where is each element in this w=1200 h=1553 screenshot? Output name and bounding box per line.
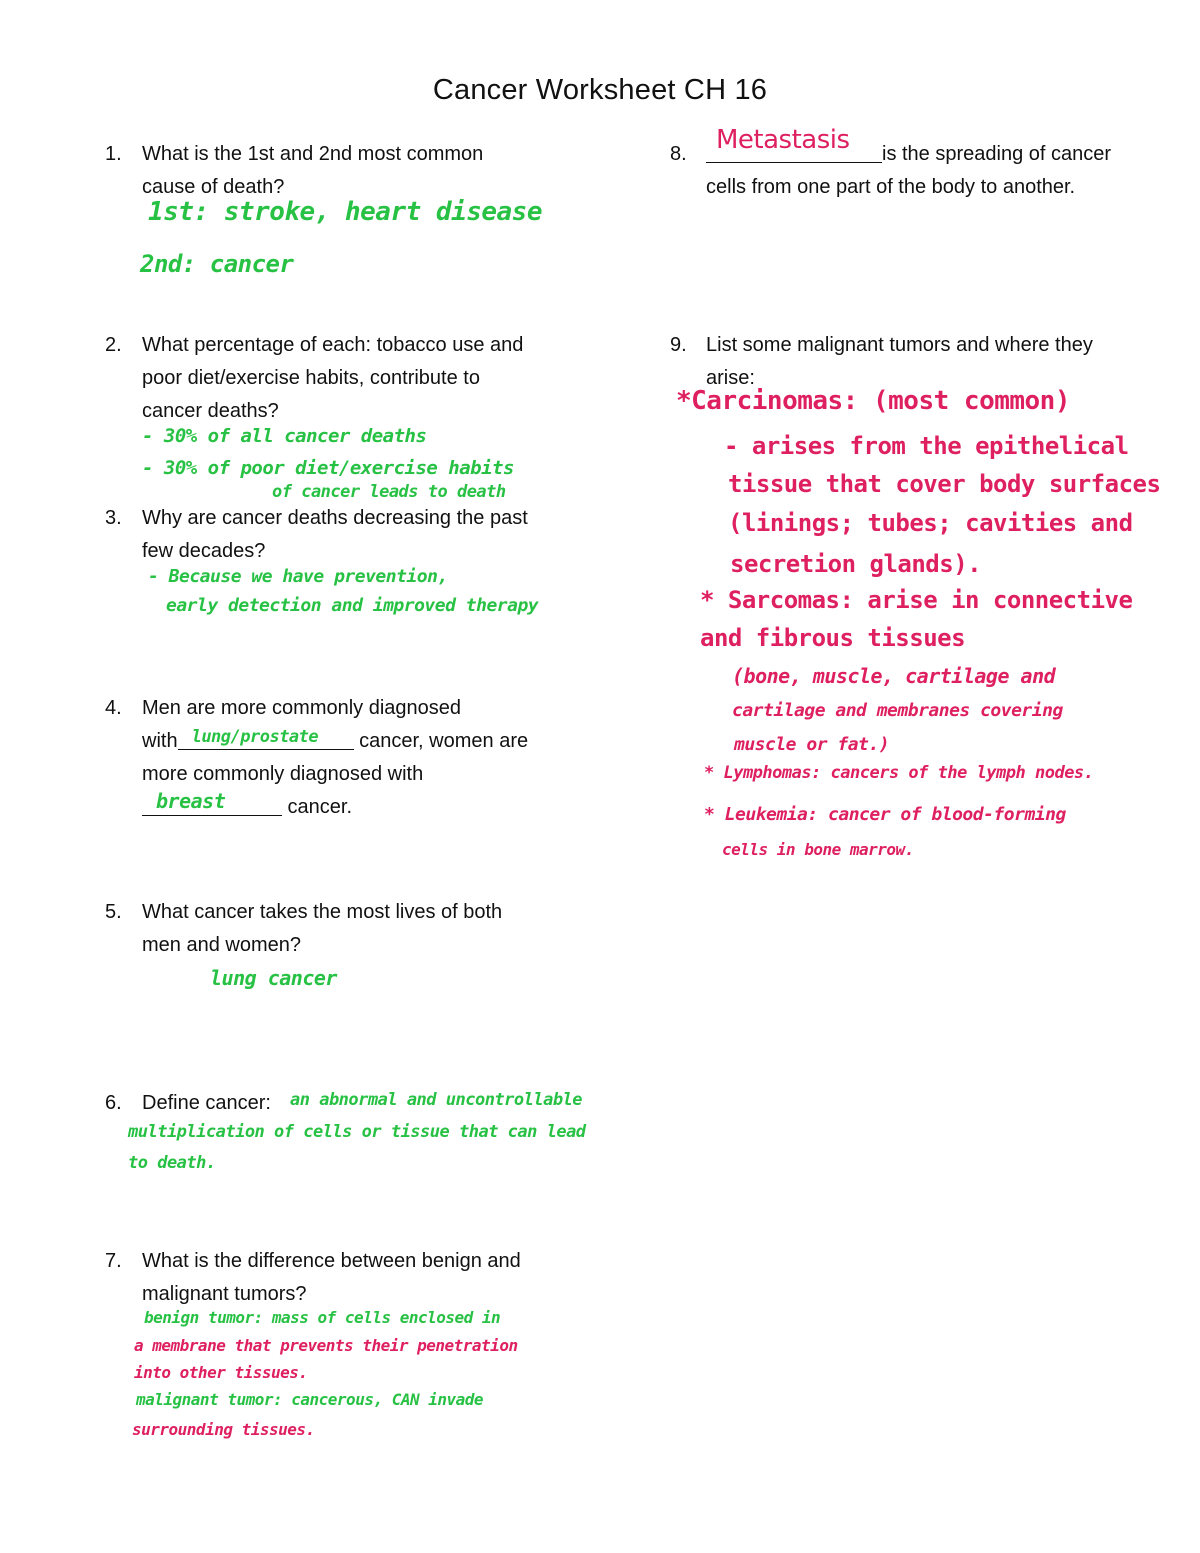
handwritten-answer: 2nd: cancer	[140, 250, 294, 278]
question-number: 6.	[105, 1092, 122, 1114]
handwritten-answer: multiplication of cells or tissue that can lead	[128, 1122, 586, 1142]
question-text: cancer deaths?	[142, 400, 279, 422]
question-text-line	[142, 725, 528, 758]
handwritten-answer: 1st: stroke, heart disease	[148, 197, 542, 227]
question-number: 7.	[105, 1250, 122, 1272]
handwritten-answer: * Sarcomas: arise in connective	[700, 586, 1133, 614]
question-text: more commonly diagnosed with	[142, 763, 424, 785]
question-text-line	[142, 791, 352, 824]
answer-blank	[706, 125, 882, 163]
question-text: Why are cancer deaths decreasing the past	[142, 507, 528, 529]
handwritten-answer: of cancer leads to death	[272, 482, 506, 502]
handwritten-answer: lung cancer	[210, 966, 337, 990]
question-text: men and women?	[142, 934, 301, 956]
question-number: 9.	[670, 334, 687, 356]
handwritten-answer: tissue that cover body surfaces	[728, 470, 1161, 498]
handwritten-answer: muscle or fat.)	[734, 734, 890, 755]
question-text: List some malignant tumors and where they	[706, 334, 1093, 356]
handwritten-answer: breast	[156, 789, 226, 813]
handwritten-answer: - 30% of poor diet/exercise habits	[142, 457, 514, 479]
handwritten-answer: malignant tumor: cancerous, CAN invade	[136, 1390, 484, 1409]
handwritten-answer: * Lymphomas: cancers of the lymph nodes.	[704, 763, 1094, 783]
question-number: 8.	[670, 143, 687, 165]
handwritten-answer: cells in bone marrow.	[722, 840, 914, 859]
question-text: poor diet/exercise habits, contribute to	[142, 367, 480, 389]
page-title: Cancer Worksheet CH 16	[432, 74, 768, 106]
handwritten-answer: to death.	[128, 1153, 216, 1173]
question-text: with	[142, 730, 178, 752]
question-text: What is the 1st and 2nd most common	[142, 143, 484, 165]
question-number: 3.	[105, 507, 122, 529]
question-text: Define cancer:	[142, 1092, 271, 1114]
question-text: cause of death?	[142, 176, 285, 198]
question-text: cancer, women are	[353, 730, 529, 752]
handwritten-answer: lung/prostate	[191, 727, 319, 747]
question-text-line	[706, 125, 1112, 171]
handwritten-answer: (linings; tubes; cavities and	[728, 509, 1133, 537]
handwritten-answer: - Because we have prevention,	[148, 566, 448, 587]
question-number: 4.	[105, 697, 122, 719]
question-text: arise:	[706, 367, 755, 389]
question-text: What is the difference between benign and	[142, 1250, 521, 1272]
question-text: cancer.	[282, 796, 353, 818]
handwritten-answer: a membrane that prevents their penetration	[134, 1336, 518, 1355]
question-number: 5.	[105, 901, 122, 923]
handwritten-answer: *Carcinomas: (most common)	[676, 386, 1070, 416]
question-text: What percentage of each: tobacco use and	[142, 334, 524, 356]
question-text: What cancer takes the most lives of both	[142, 901, 503, 923]
handwritten-answer: into other tissues.	[134, 1363, 308, 1382]
handwritten-answer: secretion glands).	[730, 550, 982, 578]
handwritten-answer: - 30% of all cancer deaths	[142, 425, 427, 447]
answer-blank	[178, 725, 354, 750]
question-number: 2.	[105, 334, 122, 356]
handwritten-answer: benign tumor: mass of cells enclosed in	[144, 1308, 501, 1327]
question-text: malignant tumors?	[142, 1283, 307, 1305]
handwritten-answer: an abnormal and uncontrollable	[290, 1090, 583, 1110]
handwritten-answer: - arises from the epithelical	[724, 432, 1129, 460]
question-text: is the spreading of cancer	[882, 143, 1112, 165]
handwritten-answer: early detection and improved therapy	[166, 595, 539, 616]
answer-blank	[142, 791, 282, 816]
handwritten-answer: Metastasis	[716, 125, 850, 155]
handwritten-answer: (bone, muscle, cartilage and	[732, 664, 1056, 688]
question-text: few decades?	[142, 540, 266, 562]
question-number: 1.	[105, 143, 122, 165]
handwritten-answer: surrounding tissues.	[132, 1420, 315, 1439]
handwritten-answer: and fibrous tissues	[700, 624, 966, 652]
handwritten-answer: * Leukemia: cancer of blood-forming	[704, 804, 1066, 825]
question-text: Men are more commonly diagnosed	[142, 697, 462, 719]
handwritten-answer: cartilage and membranes covering	[732, 700, 1063, 721]
question-text: cells from one part of the body to another.	[706, 176, 1076, 198]
